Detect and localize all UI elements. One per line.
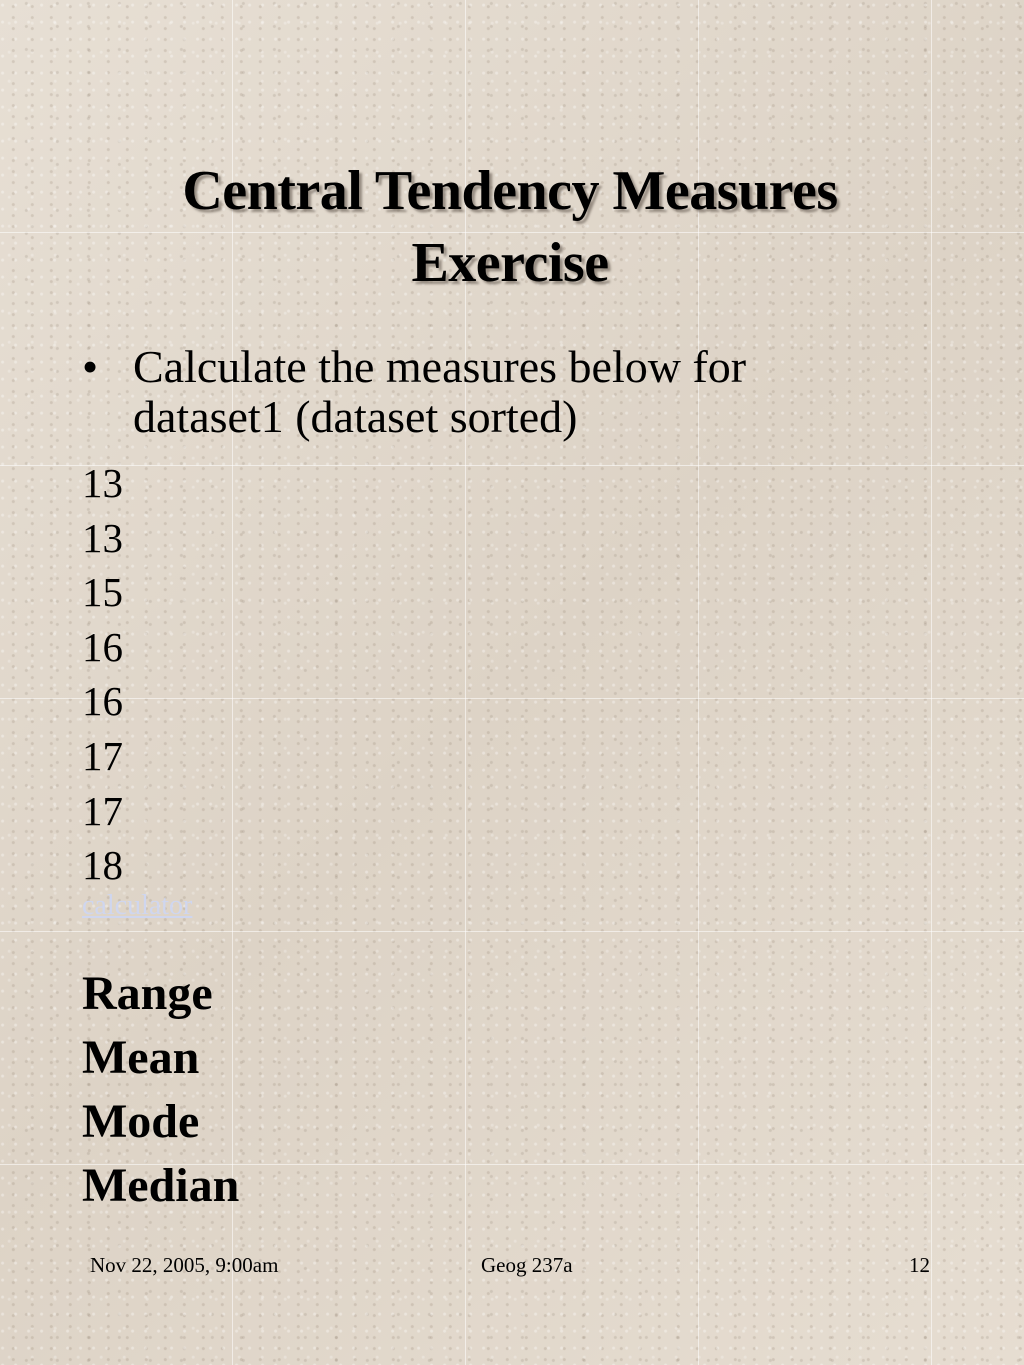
instruction-text: [133, 342, 746, 442]
measure-range: Range: [82, 967, 213, 1020]
measure-median: Median: [82, 1159, 240, 1212]
calculator-link[interactable]: calculator: [82, 890, 193, 921]
tile-seam-h3: [0, 698, 1024, 699]
bullet-point-icon: •: [82, 341, 99, 392]
dataset-value: 18: [82, 842, 123, 889]
tile-seam-h4: [0, 931, 1024, 932]
dataset-value: 15: [82, 569, 123, 616]
slide-title: [100, 155, 920, 299]
dataset-list: [82, 456, 123, 893]
dataset-value: 16: [82, 678, 123, 725]
tile-seam-v4: [931, 0, 932, 1365]
instruction-line-2: dataset1 (dataset sorted): [133, 391, 578, 442]
dataset-value: 16: [82, 623, 123, 670]
footer-page-number: 12: [909, 1253, 930, 1277]
measure-mode: Mode: [82, 1095, 200, 1148]
tile-seam-h2: [0, 465, 1024, 466]
slide-title-line-2: Exercise: [411, 232, 609, 294]
dataset-value: 17: [82, 732, 123, 779]
measures-list: [82, 962, 239, 1218]
footer-date: Nov 22, 2005, 9:00am: [90, 1253, 279, 1277]
dataset-value: 13: [82, 460, 123, 506]
slide-title-line-1: Central Tendency Measures: [182, 160, 838, 222]
instruction-bullet: [82, 342, 902, 442]
instruction-line-1: Calculate the measures below for: [133, 341, 747, 392]
measure-mean: Mean: [82, 1031, 200, 1084]
footer-course: Geog 237a: [481, 1253, 573, 1277]
dataset-value: 13: [82, 514, 123, 561]
dataset-value: 17: [82, 787, 123, 834]
